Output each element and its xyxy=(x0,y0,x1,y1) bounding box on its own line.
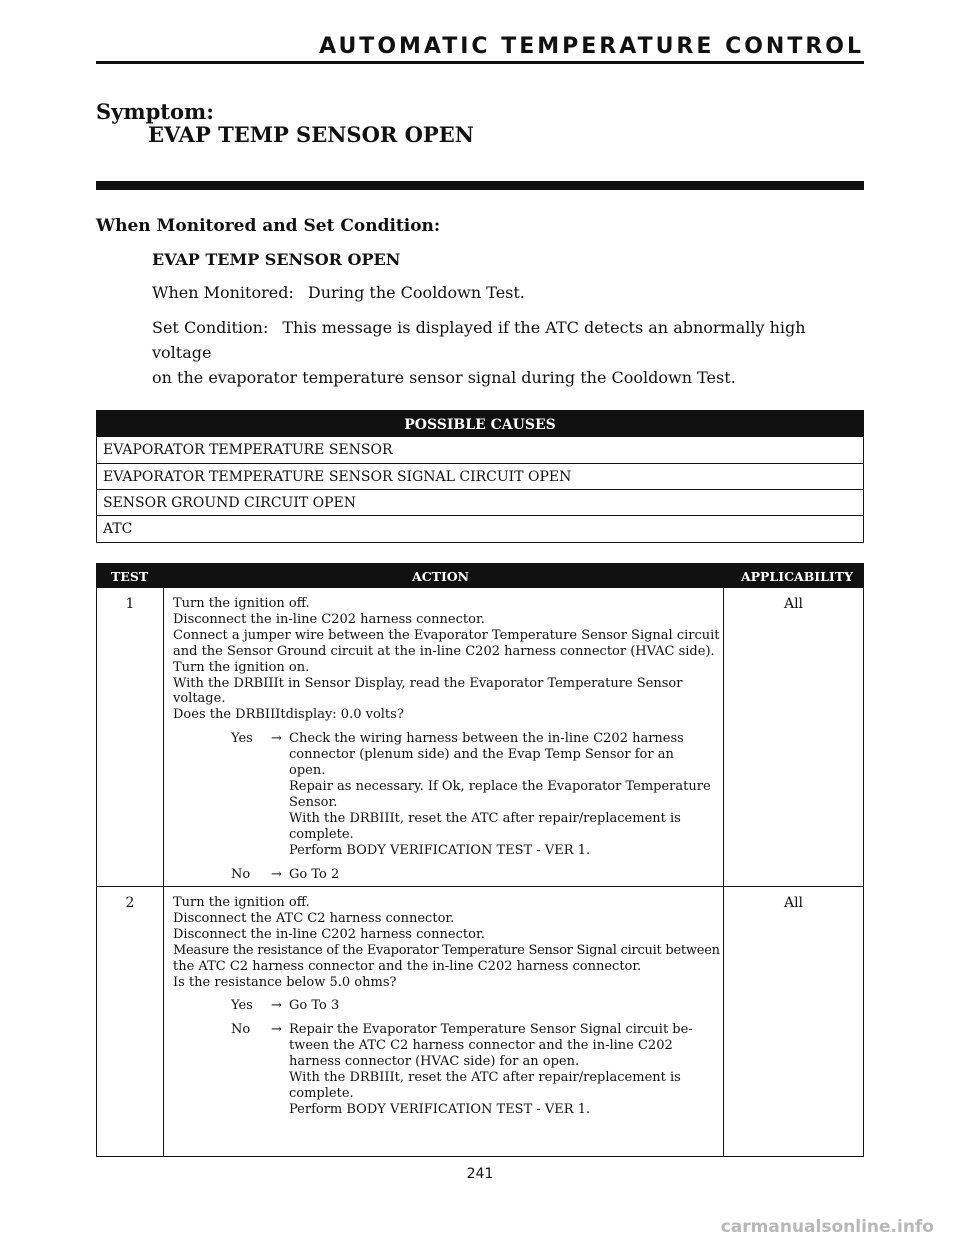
action-step: Does the DRBIIItdisplay: 0.0 volts? xyxy=(173,707,404,723)
cause-item: EVAPORATOR TEMPERATURE SENSOR SIGNAL CIRCUIT OPEN xyxy=(97,463,863,489)
yes-label: Yes xyxy=(231,731,253,747)
arrow-right-icon: → xyxy=(271,998,282,1014)
yes-line: Repair as necessary. If Ok, replace the Evaporator Temperature Sensor. xyxy=(289,778,711,810)
section-title: AUTOMATIC TEMPERATURE CONTROL xyxy=(319,34,864,59)
set-condition-text-2: on the evaporator temperature sensor signal during the Cooldown Test. xyxy=(152,368,736,387)
test-table-header xyxy=(97,564,863,588)
table-row xyxy=(97,588,863,887)
yes-branch xyxy=(173,998,713,1014)
action-step: Disconnect the in-line C202 harness connector. xyxy=(173,926,485,942)
monitored-label: When Monitored: xyxy=(152,283,294,302)
action-step: Disconnect the in-line C202 harness connector. xyxy=(173,611,485,627)
action-step: Measure the resistance of the Evaporator Temperature Sensor Signal circuit between xyxy=(173,942,720,958)
test-action xyxy=(173,895,720,1118)
set-condition-block xyxy=(152,315,864,390)
when-monitored-line xyxy=(152,283,525,302)
when-monitored-subheading: EVAP TEMP SENSOR OPEN xyxy=(152,250,401,269)
page-number: 241 xyxy=(466,1166,494,1182)
action-step: Disconnect the ATC C2 harness connector. xyxy=(173,910,455,926)
no-line: Repair the Evaporator Temperature Sensor Signal circuit be-tween the ATC C2 harness connector and the in-line C202 harness connector (HVAC side) for an open. xyxy=(289,1022,693,1070)
no-line: Perform BODY VERIFICATION TEST - VER 1. xyxy=(289,1101,591,1117)
arrow-right-icon: → xyxy=(271,866,282,882)
set-condition-label: Set Condition: xyxy=(152,318,269,337)
no-label: No xyxy=(231,1022,251,1038)
action-step: the ATC C2 harness connector and the in-line C202 harness connector. xyxy=(173,958,642,974)
yes-line: Go To 3 xyxy=(289,998,340,1014)
possible-causes-title: POSSIBLE CAUSES xyxy=(97,411,863,437)
cause-item: EVAPORATOR TEMPERATURE SENSOR xyxy=(103,442,393,458)
test-applicability: All xyxy=(783,596,804,612)
test-applicability: All xyxy=(783,895,804,911)
when-monitored-heading: When Monitored and Set Condition: xyxy=(96,216,441,236)
action-step: and the Sensor Ground circuit at the in-line C202 harness connector (HVAC side). xyxy=(173,643,715,659)
yes-label: Yes xyxy=(231,998,253,1014)
possible-causes-table xyxy=(96,410,864,543)
section-divider xyxy=(96,181,864,190)
action-step: With the DRBIIIt in Sensor Display, read the Evaporator Temperature Sensor voltage. xyxy=(173,675,683,707)
test-table xyxy=(96,563,864,1157)
yes-line: Perform BODY VERIFICATION TEST - VER 1. xyxy=(289,842,591,858)
cause-item: SENSOR GROUND CIRCUIT OPEN xyxy=(97,489,863,515)
yes-line: With the DRBIIIt, reset the ATC after repair/replacement is complete. xyxy=(289,810,681,842)
no-label: No xyxy=(231,866,251,882)
no-line: Go To 2 xyxy=(289,866,340,882)
symptom-label: Symptom: xyxy=(96,99,214,124)
monitored-text: During the Cooldown Test. xyxy=(307,283,525,302)
set-condition-text-1: This message is displayed if the ATC detects an abnormally high voltage xyxy=(152,318,806,362)
header-test: TEST xyxy=(111,569,149,584)
no-branch xyxy=(173,867,713,883)
cause-item: ATC xyxy=(97,515,863,541)
no-branch xyxy=(173,1022,713,1117)
yes-line: Check the wiring harness between the in-line C202 harness connector (plenum side) and the Evap Temp Sensor for an open. xyxy=(289,731,684,779)
symptom-name: EVAP TEMP SENSOR OPEN xyxy=(148,122,474,147)
test-action xyxy=(173,596,720,882)
action-step: Turn the ignition off. xyxy=(173,596,310,611)
action-step: Connect a jumper wire between the Evaporator Temperature Sensor Signal circuit xyxy=(173,627,720,643)
action-step: Turn the ignition on. xyxy=(173,659,310,675)
arrow-right-icon: → xyxy=(271,731,282,747)
arrow-right-icon: → xyxy=(271,1022,282,1038)
test-number: 1 xyxy=(125,596,135,612)
table-row xyxy=(97,887,863,1156)
action-step: Turn the ignition off. xyxy=(173,895,310,910)
no-line: With the DRBIIIt, reset the ATC after repair/replacement is complete. xyxy=(289,1070,681,1101)
header-action: ACTION xyxy=(412,569,470,584)
header-applicability: APPLICABILITY xyxy=(740,569,853,584)
test-number: 2 xyxy=(125,895,135,911)
yes-branch xyxy=(173,731,713,858)
watermark-link[interactable]: carmanualsonline.info xyxy=(720,1217,934,1237)
action-step: Is the resistance below 5.0 ohms? xyxy=(173,974,397,990)
header-rule xyxy=(96,61,864,64)
